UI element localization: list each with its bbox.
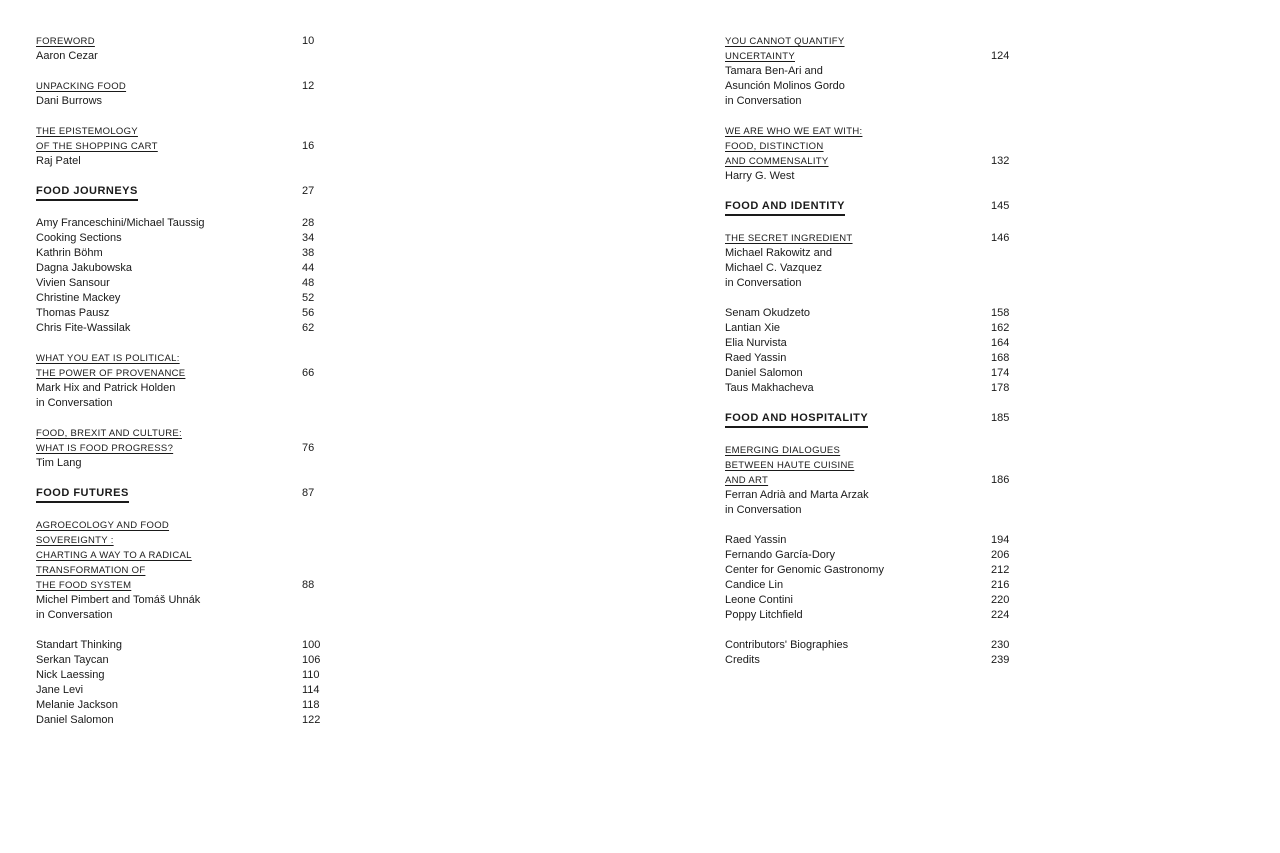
toc-essay-entry[interactable] [36,34,336,64]
page-number: 87 [302,487,315,499]
page-number: 12 [302,80,315,92]
toc-essay-entry[interactable] [36,518,336,623]
page-number: 132 [991,155,1010,167]
contributor-name: Vivien Sansour [36,277,110,289]
page-number: 122 [302,714,321,726]
essay-title-line[interactable]: OF THE SHOPPING CART [36,141,158,152]
toc-list-item[interactable] [36,321,336,336]
toc-essay-entry[interactable] [36,351,336,411]
essay-title-line[interactable]: THE POWER OF PROVENANCE [36,368,186,379]
toc-list-item[interactable] [36,698,336,713]
essay-title-line[interactable]: AGROECOLOGY AND FOOD [36,520,170,531]
page-number: 174 [991,367,1010,379]
page-number: 145 [991,200,1010,212]
contributor-name: Poppy Litchfield [725,609,803,621]
toc-essay-entry[interactable] [725,443,1025,518]
toc-section-entry[interactable] [725,411,1025,428]
toc-list-item[interactable] [725,381,1025,396]
toc-list-item[interactable] [36,668,336,683]
page-number: 16 [302,140,315,152]
essay-title-line[interactable]: AND ART [725,475,769,486]
contributor-name: Senam Okudzeto [725,307,810,319]
toc-section-entry[interactable] [36,184,336,201]
page-number: 158 [991,307,1010,319]
essay-title-line[interactable]: FOOD, DISTINCTION [725,141,824,152]
toc-list-item[interactable] [725,351,1025,366]
page-number: 194 [991,534,1010,546]
toc-essay-entry[interactable] [725,124,1025,184]
page-number: 56 [302,307,315,319]
contributor-name: Serkan Taycan [36,654,109,666]
toc-list-item[interactable] [36,683,336,698]
essay-title-line[interactable]: THE EPISTEMOLOGY [36,126,138,137]
essay-author-line: Ferran Adrià and Marta Arzak [725,489,869,501]
essay-title-line[interactable]: WHAT YOU EAT IS POLITICAL: [36,353,180,364]
contributor-name: Jane Levi [36,684,84,696]
contributor-name: Leone Contini [725,594,793,606]
page-number: 28 [302,217,315,229]
essay-title-line[interactable]: CHARTING A WAY TO A RADICAL [36,550,192,561]
contributor-name: Elia Nurvista [725,337,787,349]
section-heading[interactable]: FOOD AND HOSPITALITY [725,411,868,428]
toc-left-column [36,34,336,728]
essay-author-line: in Conversation [36,609,113,621]
contributor-name: Melanie Jackson [36,699,118,711]
essay-title-line[interactable]: EMERGING DIALOGUES [725,445,841,456]
essay-title-line[interactable]: FOOD, BREXIT AND CULTURE: [36,428,182,439]
toc-list-group [725,638,1025,668]
page-number: 27 [302,185,315,197]
toc-essay-entry[interactable] [36,124,336,169]
essay-title-line[interactable]: TRANSFORMATION OF [36,565,146,576]
essay-title-line[interactable]: THE SECRET INGREDIENT [725,233,853,244]
page-number: 118 [302,699,320,711]
contributor-name: Fernando García-Dory [725,549,836,561]
page-number: 10 [302,35,315,47]
contributor-name: Daniel Salomon [36,714,114,726]
toc-list-item[interactable] [725,593,1025,608]
essay-author-line: Asunción Molinos Gordo [725,80,845,92]
page-number: 52 [302,292,315,304]
page-number: 146 [991,232,1010,244]
essay-title-line[interactable]: THE FOOD SYSTEM [36,580,132,591]
contributor-name: Thomas Pausz [36,307,110,319]
essay-author-line: Mark Hix and Patrick Holden [36,382,176,394]
toc-list-item[interactable] [36,246,336,261]
page-number: 206 [991,549,1010,561]
toc-list-item[interactable] [725,638,1025,653]
page-number: 34 [302,232,315,244]
section-heading[interactable]: FOOD FUTURES [36,486,129,503]
contributor-name: Amy Franceschini/Michael Taussig [36,217,205,229]
page-number: 76 [302,442,315,454]
essay-author-line: in Conversation [725,95,802,107]
contributor-name: Raed Yassin [725,352,787,364]
toc-list-item[interactable] [725,608,1025,623]
toc-essay-entry[interactable] [725,34,1025,109]
toc-list-group [725,306,1025,396]
essay-title-line[interactable]: YOU CANNOT QUANTIFY [725,36,845,47]
toc-list-group [36,638,336,728]
toc-list-item[interactable] [725,578,1025,593]
contributor-name: Standart Thinking [36,639,123,651]
toc-list-group [36,216,336,336]
toc-essay-entry[interactable] [36,426,336,471]
toc-essay-entry[interactable] [725,231,1025,291]
page-number: 66 [302,367,315,379]
essay-title-line[interactable]: UNCERTAINTY [725,51,795,62]
essay-author-line: Tim Lang [36,457,82,469]
page-number: 178 [991,382,1010,394]
contributor-name: Kathrin Böhm [36,247,103,259]
page-number: 162 [991,322,1010,334]
toc-list-item[interactable] [36,276,336,291]
essay-title-line[interactable]: AND COMMENSALITY [725,156,829,167]
toc-list-item[interactable] [36,306,336,321]
contributor-name: Daniel Salomon [725,367,803,379]
contributor-name: Candice Lin [725,579,784,591]
page-number: 216 [991,579,1010,591]
section-heading[interactable]: FOOD JOURNEYS [36,184,138,201]
toc-right-column [725,34,1025,668]
toc-list-item[interactable] [36,261,336,276]
toc-list-item[interactable] [36,713,336,728]
page-number: 212 [991,564,1010,576]
contributor-name: Credits [725,654,760,666]
toc-list-item[interactable] [36,216,336,231]
essay-author-line: in Conversation [725,277,802,289]
page-number: 185 [991,412,1010,424]
page-number: 230 [991,639,1010,651]
toc-list-group [725,533,1025,623]
toc-list-item[interactable] [725,336,1025,351]
toc-list-item[interactable] [725,366,1025,381]
contributor-name: Contributors' Biographies [725,639,849,651]
page-number: 239 [991,654,1010,666]
page-number: 168 [991,352,1010,364]
toc-list-item[interactable] [725,321,1025,336]
contributor-name: Lantian Xie [725,322,781,334]
toc-list-item[interactable] [36,231,336,246]
page-number: 88 [302,579,315,591]
essay-author-line: Aaron Cezar [36,50,98,62]
section-heading[interactable]: FOOD AND IDENTITY [725,199,845,216]
contributor-name: Taus Makhacheva [725,382,814,394]
contributor-name: Raed Yassin [725,534,787,546]
page-number: 38 [302,247,315,259]
toc-list-item[interactable] [36,638,336,653]
page-number: 100 [302,639,321,651]
page-number: 186 [991,474,1010,486]
essay-author-line: in Conversation [725,504,802,516]
page-number: 124 [991,50,1010,62]
page-number: 48 [302,277,315,289]
toc-list-item[interactable] [725,533,1025,548]
essay-author-line: Harry G. West [725,170,795,182]
toc-section-entry[interactable] [725,199,1025,216]
contributor-name: Nick Laessing [36,669,105,681]
toc-list-item[interactable] [36,291,336,306]
toc-list-item[interactable] [725,563,1025,578]
page-number: 164 [991,337,1010,349]
toc-section-entry[interactable] [36,486,336,503]
toc-list-item[interactable] [36,653,336,668]
toc-list-item[interactable] [725,306,1025,321]
essay-title-line[interactable]: BETWEEN HAUTE CUISINE [725,460,855,471]
toc-list-item[interactable] [725,653,1025,668]
essay-title-line[interactable]: WE ARE WHO WE EAT WITH: [725,126,863,137]
essay-author-line: Michael C. Vazquez [725,262,823,274]
essay-title-line[interactable]: UNPACKING FOOD [36,81,127,92]
toc-list-item[interactable] [725,548,1025,563]
essay-author-line: Tamara Ben-Ari and [725,65,823,77]
essay-title-line[interactable]: FOREWORD [36,36,95,47]
toc-essay-entry[interactable] [36,79,336,109]
essay-title-line[interactable]: SOVEREIGNTY : [36,535,114,546]
essay-author-line: Raj Patel [36,155,81,167]
page-number: 224 [991,609,1010,621]
contributor-name: Chris Fite-Wassilak [36,322,131,334]
contributor-name: Christine Mackey [36,292,121,304]
page-number: 62 [302,322,315,334]
essay-author-line: in Conversation [36,397,113,409]
essay-author-line: Michel Pimbert and Tomáš Uhnák [36,594,201,606]
contributor-name: Dagna Jakubowska [36,262,133,274]
page-number: 110 [302,669,320,681]
contributor-name: Cooking Sections [36,232,122,244]
page-number: 114 [302,684,320,696]
page-number: 220 [991,594,1010,606]
essay-title-line[interactable]: WHAT IS FOOD PROGRESS? [36,443,174,454]
page-number: 44 [302,262,315,274]
essay-author-line: Dani Burrows [36,95,103,107]
page-number: 106 [302,654,321,666]
essay-author-line: Michael Rakowitz and [725,247,832,259]
contributor-name: Center for Genomic Gastronomy [725,564,884,576]
